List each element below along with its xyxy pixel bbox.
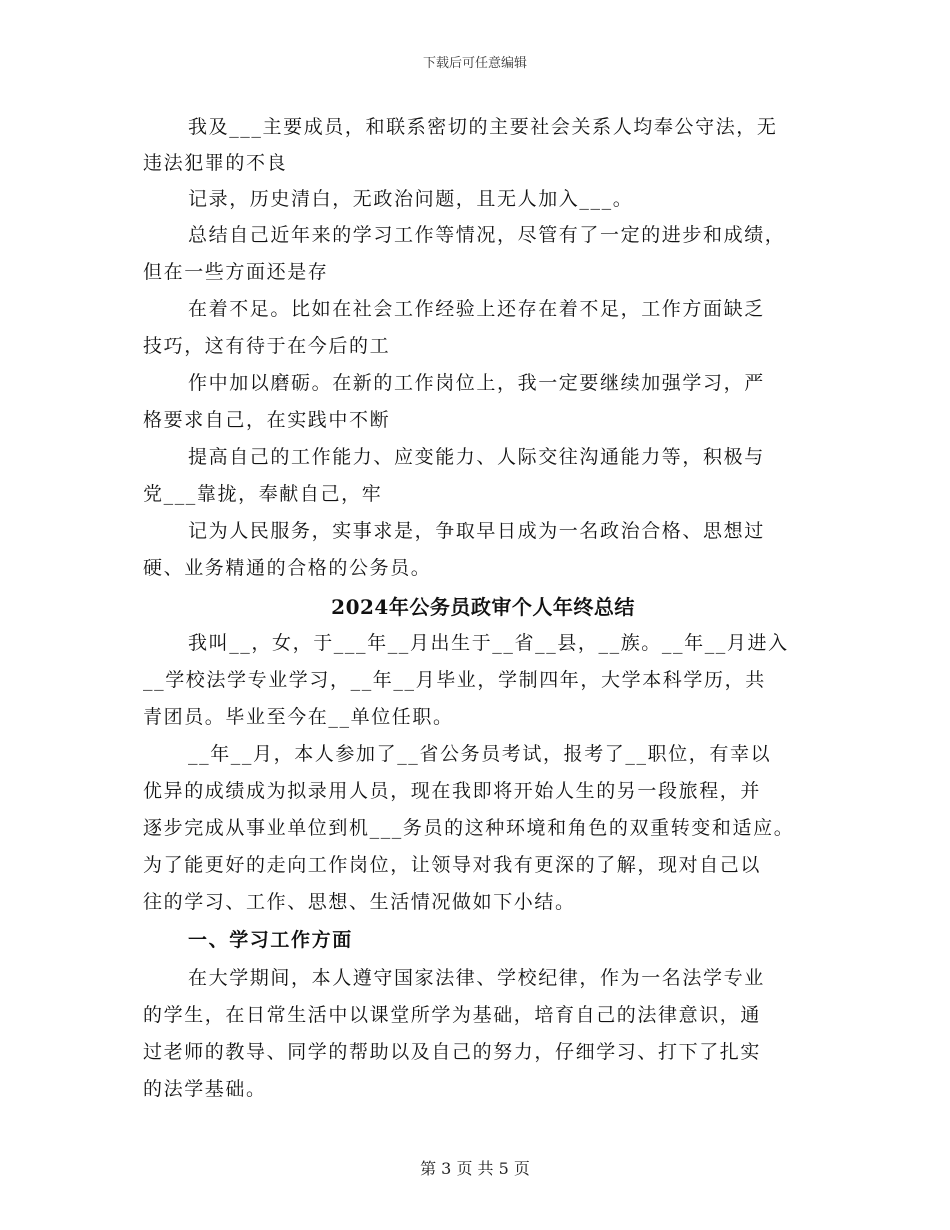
text-line: __学校法学专业学习，__年__月毕业，学制四年，大学本科学历，共 (143, 669, 766, 691)
text-line: 总结自己近年来的学习工作等情况，尽管有了一定的进步和成绩， (188, 224, 786, 246)
text-line: 违法犯罪的不良 (143, 152, 288, 174)
document-title: 2024年公务员政审个人年终总结 (331, 595, 635, 619)
text-line: 为了能更好的走向工作岗位，让领导对我有更深的了解，现对自己以 (143, 854, 762, 876)
text-line: 党___靠拢，奉献自己，牢 (143, 483, 383, 505)
text-line: 格要求自己，在实践中不断 (143, 409, 391, 431)
text-line: 在着不足。比如在社会工作经验上还存在着不足，工作方面缺乏 (188, 298, 765, 320)
text-line: 的法学基础。 (143, 1078, 267, 1100)
text-line: 提高自己的工作能力、应变能力、人际交往沟通能力等，积极与 (188, 446, 765, 468)
page-header: 下载后可任意编辑 (422, 56, 527, 71)
section-heading: 一、学习工作方面 (188, 929, 353, 951)
text-line: 逐步完成从事业单位到机___务员的这种环境和角色的双重转变和适应。 (143, 817, 795, 839)
text-line: __年__月，本人参加了__省公务员考试，报考了__职位，有幸以 (188, 743, 772, 765)
text-line: 青团员。毕业至今在__单位任职。 (143, 706, 454, 728)
text-line: 我及___主要成员，和联系密切的主要社会关系人均奉公守法，无 (188, 116, 778, 138)
text-line: 记为人民服务，实事求是，争取早日成为一名政治合格、思想过 (188, 520, 765, 542)
text-line: 作中加以磨砺。在新的工作岗位上，我一定要继续加强学习，严 (188, 372, 765, 394)
text-line: 的学生，在日常生活中以课堂所学为基础，培育自己的法律意识，通 (143, 1004, 762, 1026)
text-line: 我叫__，女，于___年__月出生于__省__县，__族。__年__月进入 (188, 632, 789, 654)
text-line: 往的学习、工作、思想、生活情况做如下小结。 (143, 891, 576, 913)
text-line: 但在一些方面还是存 (143, 261, 329, 283)
text-line: 优异的成绩成为拟录用人员，现在我即将开始人生的另一段旅程，并 (143, 780, 762, 802)
page-footer: 第 3 页 共 5 页 (420, 1159, 530, 1178)
text-line: 记录，历史清白，无政治问题，且无人加入___。 (188, 188, 634, 210)
text-line: 硬、业务精通的合格的公务员。 (143, 557, 432, 579)
text-line: 在大学期间，本人遵守国家法律、学校纪律，作为一名法学专业 (188, 967, 765, 989)
text-line: 技巧，这有待于在今后的工 (143, 335, 391, 357)
text-line: 过老师的教导、同学的帮助以及自己的努力，仔细学习、打下了扎实 (143, 1041, 762, 1063)
